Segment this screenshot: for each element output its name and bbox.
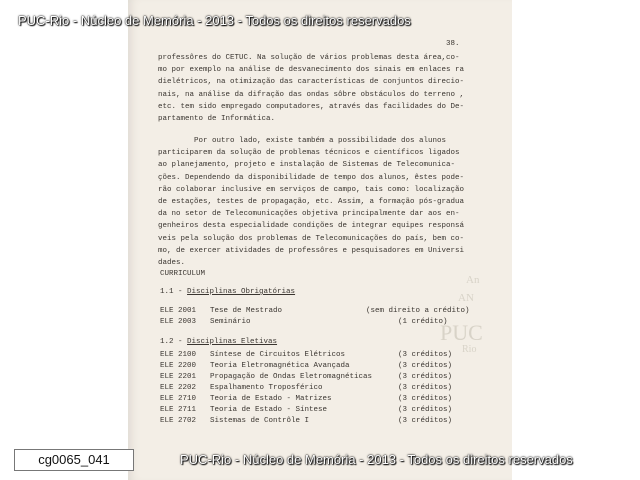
course-row: ELE 2201 Propagação de Ondas Eletromagnéticas (3 créditos) bbox=[160, 373, 453, 381]
text-line: dades. bbox=[158, 259, 186, 268]
text-line: etc. tem sido empregado computadores, através das facilidades do De- bbox=[158, 102, 465, 111]
text-line: mo por exemplo na análise de desvanecimento dos sinais em enlaces ra bbox=[158, 66, 465, 75]
text-line: da no setor de Telecomunicações objetiva principalmente dar aos en- bbox=[158, 210, 460, 219]
text-line: rão colaborar inclusive em serviços de campo, tais como: localização bbox=[158, 185, 465, 194]
text-line: ções. Dependendo da disponibilidade de tempo dos alunos, êstes pode- bbox=[158, 173, 465, 182]
text-line: professôres do CETUC. Na solução de vários problemas desta área,co- bbox=[158, 54, 460, 62]
text-line: partamento de Informática. bbox=[158, 115, 276, 124]
watermark-bottom: PUC-Rio - Núcleo de Memória - 2013 - Todos os direitos reservados bbox=[180, 452, 573, 467]
paragraph-1 bbox=[158, 52, 464, 125]
course-row: ELE 2200 Teoria Eletromagnética Avançada (3 créditos) bbox=[160, 362, 453, 370]
text-line: ao planejamento, projeto e instalação de Sistemas de Telecomunica- bbox=[158, 161, 456, 170]
catalog-code-label: cg0065_041 bbox=[14, 449, 134, 471]
watermark-top: PUC-Rio - Núcleo de Memória - 2013 - Todos os direitos reservados bbox=[18, 13, 411, 28]
paragraph-2 bbox=[158, 135, 464, 269]
text-line: mo, de exercer atividades de professôres e pesquisadores em Universi bbox=[158, 246, 465, 255]
university-seal: An AN PUC Rio bbox=[440, 274, 483, 355]
text-line: genheiros desta especialidade condições de integrar equipes responsá bbox=[158, 222, 465, 231]
page-number: 38. bbox=[446, 40, 460, 48]
section-heading-obrigatorias: 1.1 - Disciplinas Obrigatórias bbox=[160, 288, 296, 296]
curriculum-title: CURRICULUM bbox=[160, 270, 206, 278]
text-line: de estações, testes de propagação, etc. Assim, a formação pós-gradua bbox=[158, 198, 465, 207]
course-row: ELE 2001 Tese de Mestrado (sem direito a crédito) bbox=[160, 307, 470, 315]
text-line: nais, na análise da difração das ondas sôbre obstáculos do terreno , bbox=[158, 90, 465, 99]
course-row: ELE 2710 Teoria de Estado - Matrizes (3 créditos) bbox=[160, 395, 453, 403]
text-line: dielétricos, na otimização das características de conjuntos direcio- bbox=[158, 78, 465, 87]
course-row: ELE 2100 Síntese de Circuitos Elétricos (3 créditos) bbox=[160, 351, 453, 359]
text-line: participarem da solução de problemas técnicos e científicos ligados bbox=[158, 149, 460, 158]
course-row: ELE 2711 Teoria de Estado - Síntese (3 créditos) bbox=[160, 406, 453, 414]
text-line: Por outro lado, existe também a possibilidade dos alunos bbox=[194, 137, 447, 145]
course-row: ELE 2202 Espalhamento Troposférico (3 créditos) bbox=[160, 384, 453, 392]
course-row: ELE 2702 Sistemas de Contrôle I (3 créditos) bbox=[160, 417, 453, 425]
text-line: veis pela solução dos problemas de Telecomunicações do país, bem co- bbox=[158, 234, 465, 243]
section-heading-eletivas: 1.2 - Disciplinas Eletivas bbox=[160, 338, 278, 346]
course-row: ELE 2003 Seminário (1 crédito) bbox=[160, 318, 448, 326]
